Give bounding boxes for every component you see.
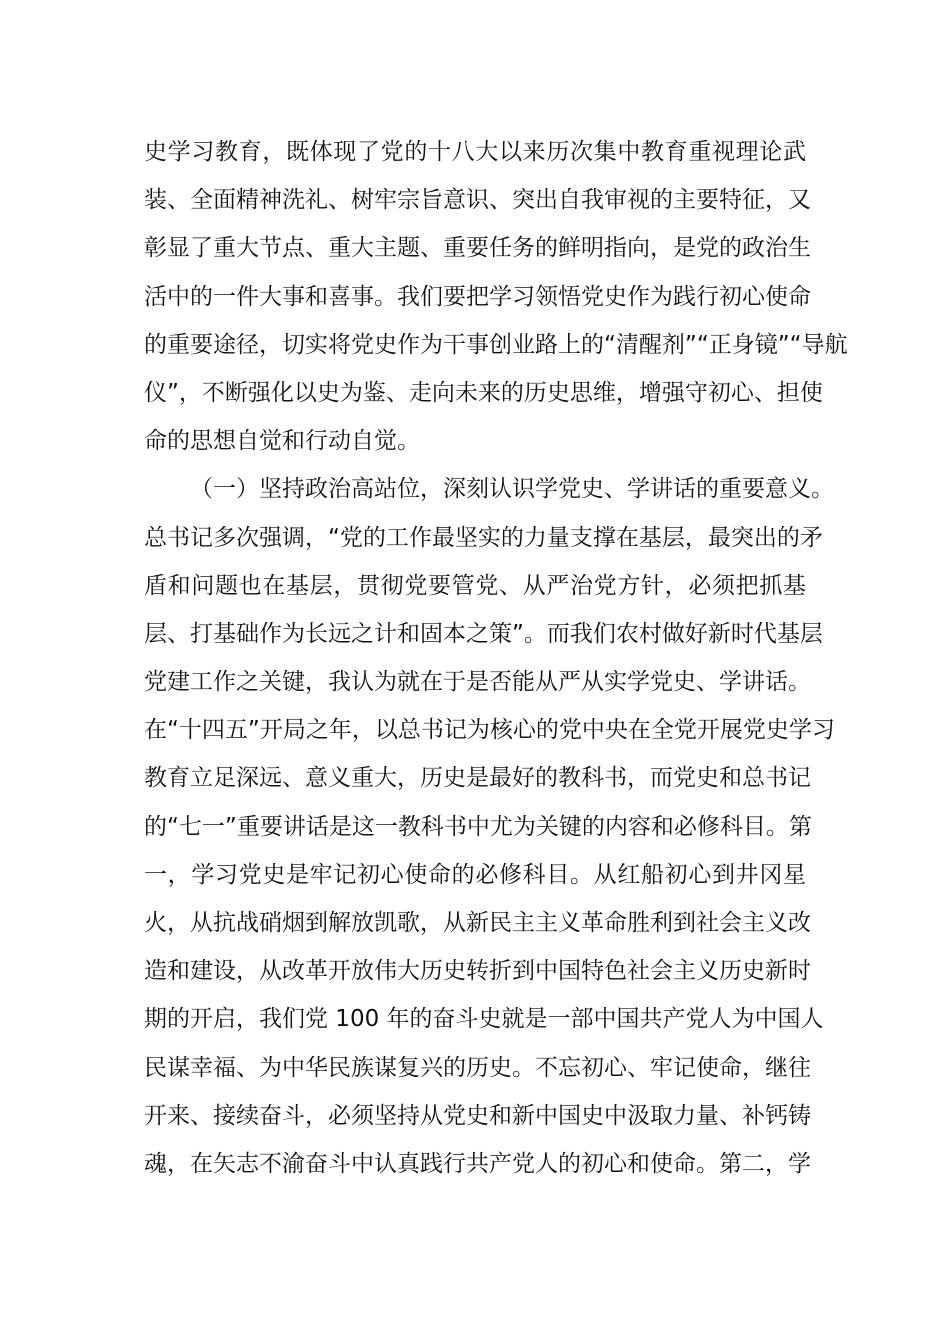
text-line: 造和建设，从改革开放伟大历史转折到中国特色社会主义历史新时	[144, 958, 811, 985]
body-text	[144, 128, 848, 1188]
text-line: 史学习教育，既体现了党的十八大以来历次集中教育重视理论武	[144, 139, 806, 165]
section-heading: （一）坚持政治高站位，深刻认识学党史、学讲话的重要意义。	[190, 476, 834, 503]
text-line: 魂，在矢志不渝奋斗中认真践行共产党人的初心和使命。第二，学	[144, 1150, 811, 1177]
text-line: 活中的一件大事和喜事。我们要把学习领悟党史作为践行初心使命	[144, 283, 811, 310]
text-line: 仪”，不断强化以史为鉴、走向未来的历史思维，增强守初心、担使	[144, 379, 823, 406]
text-line: 民谋幸福、为中华民族谋复兴的历史。不忘初心、牢记使命，继往	[144, 1054, 811, 1081]
text-line: 期的开启，我们党 100 年的奋斗史就是一部中国共产党人为中国人	[144, 1006, 824, 1033]
text-line: 总书记多次强调，“党的工作最坚实的力量支撑在基层，最突出的矛	[144, 524, 823, 551]
text-line: 层、打基础作为长远之计和固本之策”。而我们农村做好新时代基层	[144, 620, 823, 647]
text-line: 在“十四五”开局之年，以总书记为核心的党中央在全党开展党史学习	[144, 717, 835, 744]
text-line: 教育立足深远、意义重大，历史是最好的教科书，而党史和总书记	[144, 765, 811, 792]
text-line: 装、全面精神洗礼、树牢宗旨意识、突出自我审视的主要特征，又	[144, 187, 811, 214]
text-line: 的重要途径，切实将党史作为干事创业路上的“清醒剂”“正身镜”“导航	[144, 331, 848, 358]
text-line: 开来、接续奋斗，必须坚持从党史和新中国史中汲取力量、补钙铸	[144, 1102, 811, 1129]
text-line: 一，学习党史是牢记初心使命的必修科目。从红船初心到井冈星	[144, 861, 806, 888]
text-line: 命的思想自觉和行动自觉。	[144, 428, 420, 455]
text-line: 火，从抗战硝烟到解放凯歌，从新民主主义革命胜利到社会主义改	[144, 910, 811, 936]
text-line: 彰显了重大节点、重大主题、重要任务的鲜明指向，是党的政治生	[144, 235, 811, 262]
text-line: 盾和问题也在基层，贯彻党要管党、从严治党方针，必须把抓基	[144, 572, 806, 599]
text-line: 的“七一”重要讲话是这一教科书中尤为关键的内容和必修科目。第	[144, 813, 812, 840]
text-line: 党建工作之关键，我认为就在于是否能从严从实学党史、学讲话。	[144, 669, 811, 696]
